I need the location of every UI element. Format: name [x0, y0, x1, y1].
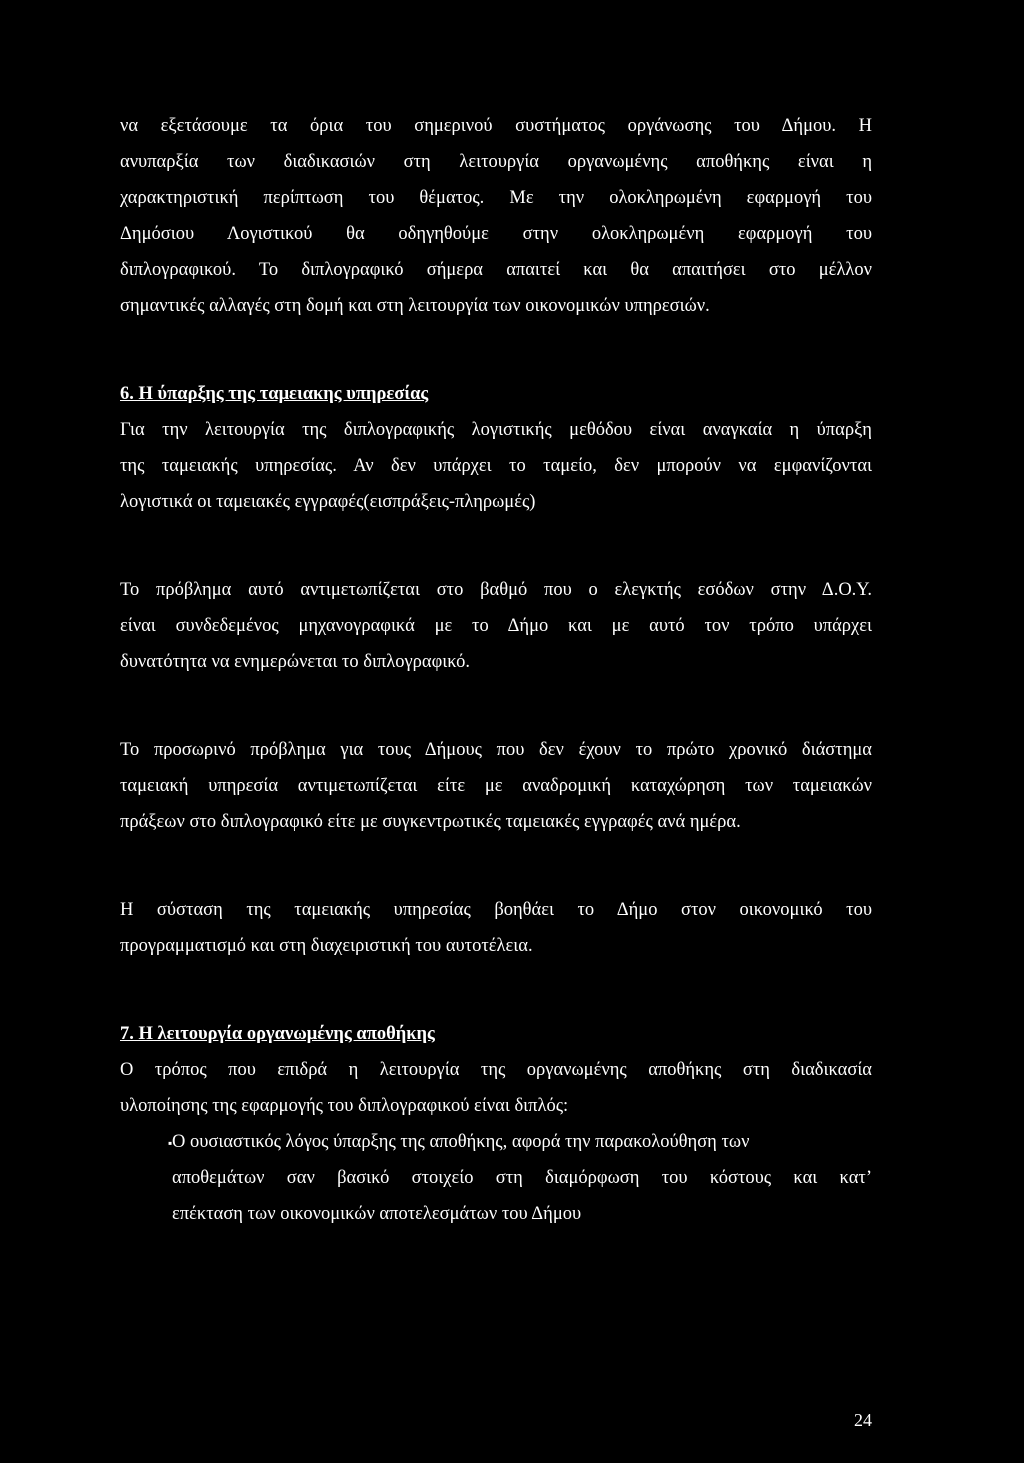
section-7-paragraph-1 [120, 1052, 872, 1124]
bullet-continuation-line: επέκταση των οικονομικών αποτελεσμάτων του Δήμου [172, 1204, 582, 1224]
paragraph-line: διπλογραφικού. Το διπλογραφικό σήμερα απαιτεί και θα απαιτήσει στο μέλλον [120, 260, 872, 280]
paragraph-line: ταμειακή υπηρεσία αντιμετωπίζεται είτε με αναδρομική καταχώρηση των ταμειακών [120, 776, 872, 796]
paragraph-line: λογιστικά οι ταμειακές εγγραφές(εισπράξεις-πληρωμές) [120, 492, 536, 512]
bullet-list [120, 1124, 872, 1232]
intro-paragraph [120, 108, 872, 324]
paragraph-line: υλοποίησης της εφαρμογής του διπλογραφικού είναι διπλός: [120, 1096, 569, 1116]
section-6-paragraph-1 [120, 412, 872, 520]
spacer [120, 680, 872, 732]
bullet-continuation-line: αποθεμάτων σαν βασικό στοιχείο στη διαμόρφωση του κόστους και κατ’ [172, 1168, 872, 1188]
paragraph-line: προγραμματισμό και στη διαχειριστική του αυτοτέλεια. [120, 936, 533, 956]
section-6-paragraph-3 [120, 732, 872, 840]
paragraph-line: Το πρόβλημα αυτό αντιμετωπίζεται στο βαθμό που ο ελεγκτής εσόδων στην Δ.Ο.Υ. [120, 580, 872, 600]
paragraph-line: Για την λειτουργία της διπλογραφικής λογιστικής μεθόδου είναι αναγκαία η ύπαρξη [120, 420, 872, 440]
paragraph-line: να εξετάσουμε τα όρια του σημερινού συστήματος οργάνωσης του Δήμου. Η [120, 116, 872, 136]
paragraph-line: Το προσωρινό πρόβλημα για τους Δήμους που δεν έχουν το πρώτο χρονικό διάστημα [120, 740, 872, 760]
section-6-heading: 6. Η ύπαρξης της ταμειακης υπηρεσίας [120, 384, 429, 404]
spacer [120, 964, 872, 1016]
paragraph-line: πράξεων στο διπλογραφικό είτε με συγκεντρωτικές ταμειακές εγγραφές ανά ημέρα. [120, 812, 741, 832]
spacer [120, 520, 872, 572]
spacer [120, 324, 872, 376]
paragraph-line: Δημόσιου Λογιστικού θα οδηγηθούμε στην ολοκληρωμένη εφαρμογή του [120, 224, 872, 244]
page-content [120, 108, 872, 1232]
paragraph-line: Η σύσταση της ταμειακής υπηρεσίας βοηθάει το Δήμο στον οικονομικό του [120, 900, 872, 920]
spacer [120, 840, 872, 892]
paragraph-line: Ο τρόπος που επιδρά η λειτουργία της οργανωμένης αποθήκης στη διαδικασία [120, 1060, 872, 1080]
paragraph-line: ανυπαρξία των διαδικασιών στη λειτουργία οργανωμένης αποθήκης είναι η [120, 152, 872, 172]
paragraph-line: σημαντικές αλλαγές στη δομή και στη λειτουργία των οικονομικών υπηρεσιών. [120, 296, 710, 316]
bullet-text: Ο ουσιαστικός λόγος ύπαρξης της αποθήκης, αφορά την παρακολούθηση των [172, 1132, 750, 1152]
paragraph-line: δυνατότητα να ενημερώνεται το διπλογραφικό. [120, 652, 471, 672]
bullet-icon: ▪ [168, 1136, 173, 1150]
paragraph-line: χαρακτηριστική περίπτωση του θέματος. Με την ολοκληρωμένη εφαρμογή του [120, 188, 872, 208]
section-6-paragraph-4 [120, 892, 872, 964]
page-number: 24 [854, 1410, 872, 1430]
list-item [120, 1124, 872, 1160]
section-6-paragraph-2 [120, 572, 872, 680]
paragraph-line: της ταμειακής υπηρεσίας. Αν δεν υπάρχει το ταμείο, δεν μπορούν να εμφανίζονται [120, 456, 872, 476]
paragraph-line: είναι συνδεδεμένος μηχανογραφικά με το Δήμο και με αυτό τον τρόπο υπάρχει [120, 616, 872, 636]
section-7-heading: 7. Η λειτουργία οργανωμένης αποθήκης [120, 1024, 435, 1044]
